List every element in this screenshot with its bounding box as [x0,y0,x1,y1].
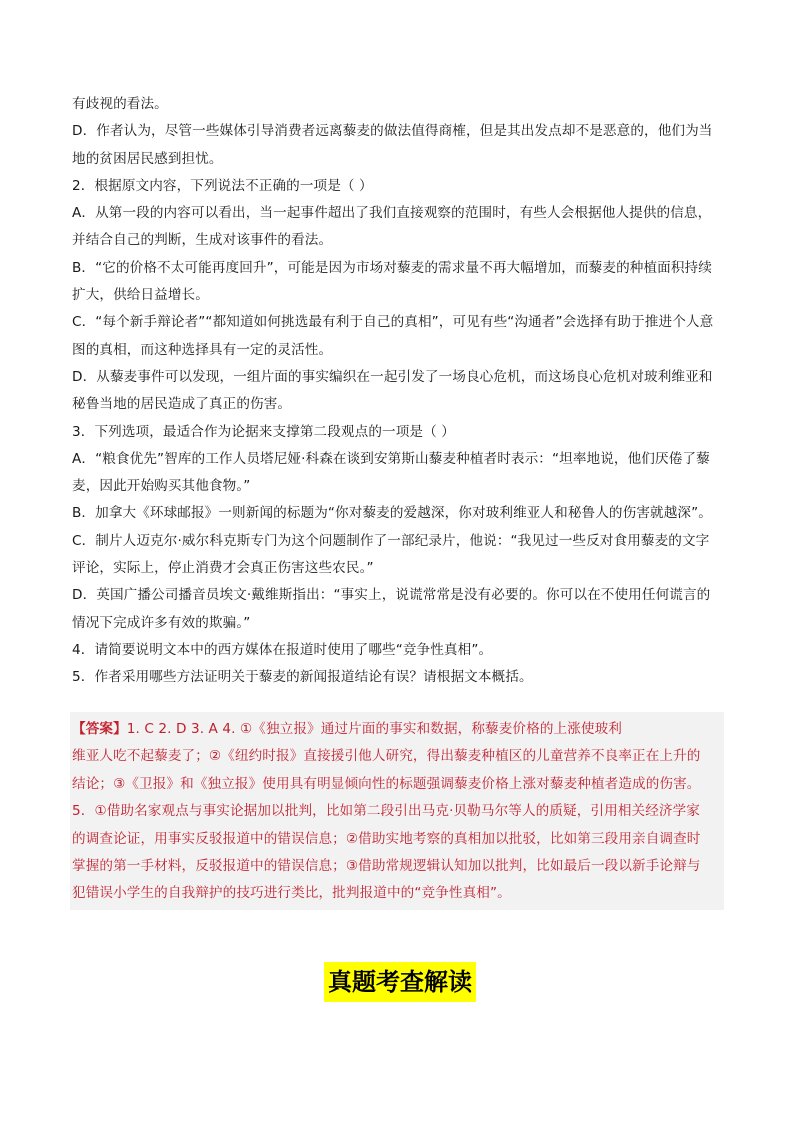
option-a-line: A．从第一段的内容可以看出，当一起事件超出了我们直接观察的范围时，有些人会根据他人提供的信息， [72,205,712,222]
option-a-line: A．“粮食优先”智库的工作人员塔尼娅·科森在谈到安第斯山藜麦种植者时表示：“坦率地说，他们厌倦了藜 [72,450,710,467]
text-line: 地的贫困居民感到担忧。 [72,150,223,167]
option-c-line: C．制片人迈克尔·威尔科克斯专门为这个问题制作了一部纪录片，他说：“我见过一些反对食用藜麦的文字 [72,532,710,549]
question-4-stem: 4．请简要说明文本中的西方媒体在报道时使用了哪些“竞争性真相”。 [72,641,493,658]
question-text-block [72,91,726,692]
option-d-line: D．作者认为，尽管一些媒体引导消费者远离藜麦的做法值得商榷，但是其出发点却不是恶意的，他们为当 [72,123,713,140]
answer-line: 掌握的第一手材料，反驳报道中的错误信息；③借助常规逻辑认知加以批判，比如最后一段以新手论辩与 [72,858,701,875]
answer-line: 结论；③《卫报》和《独立报》使用具有明显倾向性的标题强调藜麦价格上涨对藜麦种植者造成的伤害。 [72,775,701,792]
question-2-stem: 2．根据原文内容，下列说法不正确的一项是（ ） [72,177,373,194]
option-b-line: B．“它的价格不太可能再度回升”，可能是因为市场对藜麦的需求量不再大幅增加，而藜麦的种植面积持续 [72,259,712,276]
answer-line: 的调查论证，用事实反驳报道中的错误信息；②借助实地考察的真相加以批驳，比如第三段用亲自调查时 [72,830,701,847]
section-title-highlight: 真题考查解读 [324,962,476,1002]
answer-first-line [72,716,722,743]
option-c-line: C．“每个新手辩论者”“都知道如何挑选最有利于自己的真相”，可见有些“沟通者”会选择有助于推进个人意 [72,314,714,331]
text-line: 情况下完成许多有效的欺骗。” [72,614,251,631]
text-line: 麦，因此开始购买其他食物。” [72,478,251,495]
option-d-line: D．从藜麦事件可以发现，一组片面的事实编织在一起引发了一场良心危机，而这场良心危机对玻利维亚和 [72,368,713,385]
text-line: 扩大，供给日益增长。 [72,287,209,304]
answer-tag: 【答案】 [72,721,127,737]
text-line: 图的真相，而这种选择具有一定的灵活性。 [72,341,333,358]
text-line: 并结合自己的判断，生成对该事件的看法。 [72,232,333,249]
question-5-stem: 5．作者采用哪些方法证明关于藜麦的新闻报道结论有误？请根据文本概括。 [72,669,533,686]
answer-box [70,712,724,910]
answer-line: 5．①借助名家观点与事实论据加以批判，比如第二段引出马克·贝勒马尔等人的质疑，引用相关经济学家 [72,803,700,820]
option-d-line: D．英国广播公司播音员埃文·戴维斯指出：“事实上，说谎常常是没有必要的。你可以在不使用任何谎言的 [72,587,711,604]
text-line: 评论，实际上，停止消费才会真正伤害这些农民。” [72,560,374,577]
text-line: 有歧视的看法。 [72,96,168,112]
question-3-stem: 3．下列选项，最适合作为论据来支撑第二段观点的一项是（ ） [72,423,455,440]
answer-line: 犯错误小学生的自我辩护的技巧进行类比，批判报道中的“竞争性真相”。 [72,885,511,902]
option-b-line: B．加拿大《环球邮报》一则新闻的标题为“你对藜麦的爱越深，你对玻利维亚人和秘鲁人的伤害就越深”。 [72,505,712,522]
text-line: 秘鲁当地的居民造成了真正的伤害。 [72,396,292,413]
answer-first-line-text: 1. C 2. D 3. A 4. ①《独立报》通过片面的事实和数据，称藜麦价格的上涨使玻利 [126,721,622,737]
answer-line: 维亚人吃不起藜麦了；②《纽约时报》直接援引他人研究，得出藜麦种植区的儿童营养不良率正在上升的 [72,748,701,765]
answer-text-block [72,716,722,908]
